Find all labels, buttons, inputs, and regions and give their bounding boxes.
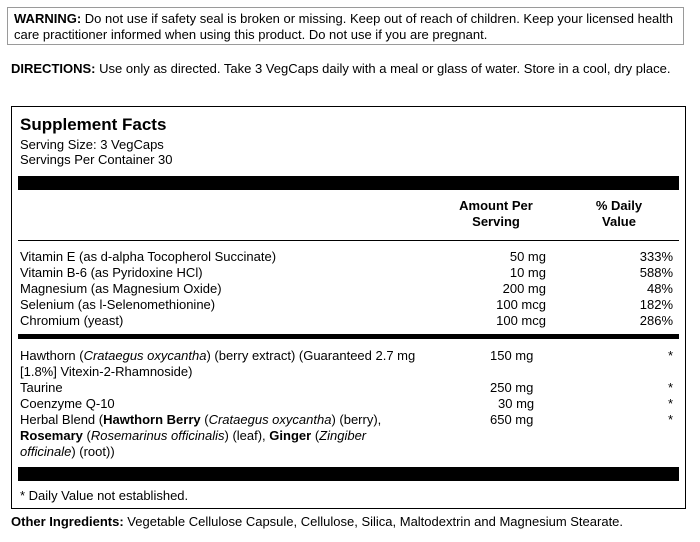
nutrient-row xyxy=(20,297,675,313)
ingredient-dv: * xyxy=(667,380,673,395)
ingredient-amount: 30 mg xyxy=(498,396,535,411)
nutrient-row xyxy=(20,249,675,265)
nutrient-amount: 200 mg xyxy=(502,281,546,296)
supplement-facts-panel xyxy=(11,106,686,509)
nutrient-dv: 286% xyxy=(639,313,673,328)
ingredient-row-taurine xyxy=(20,380,675,396)
thick-divider xyxy=(18,467,679,481)
other-ingredients-text: Vegetable Cellulose Capsule, Cellulose, Silica, Maltodextrin and Magnesium Stearate. xyxy=(123,514,624,529)
thick-divider xyxy=(18,176,679,190)
warning-label: WARNING: xyxy=(14,11,82,26)
ingredient-dv: * xyxy=(667,348,673,363)
ingredient-name: Hawthorn (Crataegus oxycantha) (berry extract) (Guaranteed 2.7 mg [1.8%] Vitexin-2-Rhamnoside) xyxy=(20,348,416,379)
nutrient-dv: 588% xyxy=(639,265,673,280)
ingredient-amount: 250 mg xyxy=(490,380,534,395)
footnote: * Daily Value not established. xyxy=(20,488,189,503)
header-amount-per-serving: Amount Per Serving xyxy=(459,198,533,229)
nutrient-row xyxy=(20,265,675,281)
header-daily-value: % Daily Value xyxy=(595,198,643,229)
ingredient-dv: * xyxy=(667,412,673,427)
ingredient-row-herbal-blend xyxy=(20,412,675,460)
thin-divider xyxy=(18,240,679,241)
nutrient-dv: 333% xyxy=(639,249,673,264)
nutrient-dv: 182% xyxy=(639,297,673,312)
serving-size: Serving Size: 3 VegCaps xyxy=(20,137,164,152)
nutrient-amount: 100 mcg xyxy=(496,297,546,312)
ingredient-amount: 150 mg xyxy=(490,348,534,363)
nutrient-row xyxy=(20,281,675,297)
ingredient-name: Herbal Blend (Hawthorn Berry (Crataegus oxycantha) (berry), Rosemary (Rosemarinus officinalis) (leaf), Ginger (Zingiber officinale) (root)) xyxy=(20,412,382,459)
directions-text: Use only as directed. Take 3 VegCaps daily with a meal or glass of water. Store in a cool, dry place. xyxy=(99,61,671,76)
nutrient-amount: 50 mg xyxy=(509,249,546,264)
directions xyxy=(11,61,691,77)
ingredient-amount: 650 mg xyxy=(490,412,534,427)
warning-box xyxy=(7,7,684,45)
ingredient-name: Coenzyme Q-10 xyxy=(20,396,115,411)
nutrient-name: Magnesium (as Magnesium Oxide) xyxy=(20,281,222,296)
nutrient-row xyxy=(20,313,675,329)
nutrient-dv: 48% xyxy=(646,281,673,296)
other-ingredients-label: Other Ingredients: xyxy=(11,514,124,529)
medium-divider xyxy=(18,334,679,339)
other-ingredients xyxy=(11,514,696,530)
warning-text: Do not use if safety seal is broken or missing. Keep out of reach of children. Keep your licensed health care practitioner informed when using this product. Do not use if you are pregnant. xyxy=(14,11,674,42)
ingredient-row-hawthorn xyxy=(20,348,675,380)
ingredient-dv: * xyxy=(667,396,673,411)
nutrient-amount: 100 mcg xyxy=(496,313,546,328)
servings-per-container: Servings Per Container 30 xyxy=(20,152,173,167)
nutrient-name: Vitamin E (as d-alpha Tocopherol Succinate) xyxy=(20,249,277,264)
nutrient-amount: 10 mg xyxy=(509,265,546,280)
nutrient-name: Chromium (yeast) xyxy=(20,313,124,328)
ingredient-name: Taurine xyxy=(20,380,63,395)
nutrient-name: Vitamin B-6 (as Pyridoxine HCl) xyxy=(20,265,203,280)
directions-label: DIRECTIONS: xyxy=(11,61,96,76)
ingredient-row-coq10 xyxy=(20,396,675,412)
facts-title: Supplement Facts xyxy=(20,115,167,134)
nutrient-name: Selenium (as l-Selenomethionine) xyxy=(20,297,216,312)
